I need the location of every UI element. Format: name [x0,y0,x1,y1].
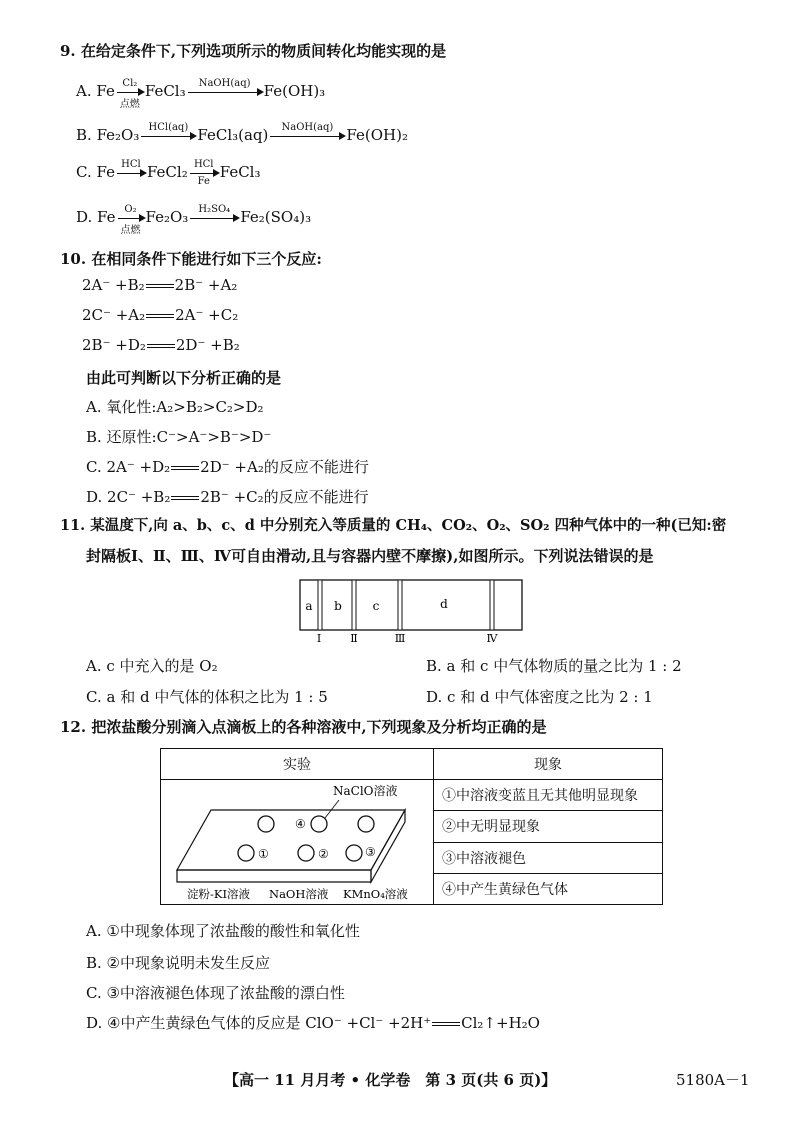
label-starch-ki: 淀粉-KI溶液 [187,887,251,901]
phenomenon-3: ③中溶液褪色 [434,842,663,873]
partition-4: Ⅳ [486,632,498,645]
q12-option-a: A. ①中现象体现了浓盐酸的酸性和氧化性 [86,922,360,940]
q9-option-d: D. Fe O₂ 点燃 Fe₂O₃ H₂SO₄ Fe₂(SO₄)₃ [76,203,312,236]
q12-stem: 12. 把浓盐酸分别滴入点滴板上的各种溶液中,下列现象及分析均正确的是 [60,718,547,736]
q10-reaction-2: 2C⁻ +A₂ 2A⁻ +C₂ [82,306,239,324]
phenomenon-4: ④中产生黄绿色气体 [434,873,663,904]
phenomenon-2: ②中无明显现象 [434,811,663,842]
page-footer: 【高一 11 月月考 • 化学卷 第 3 页(共 6 页)】 [224,1071,557,1089]
phenomenon-1: ①中溶液变蓝且无其他明显现象 [434,780,663,811]
q9-option-a: A. Fe Cl₂ 点燃 FeCl₃ NaOH(aq) Fe(OH)₃ [76,77,326,110]
spot-plate-figure [161,780,434,905]
q11-stem-line1: 11. 某温度下,向 a、b、c、d 中分别充入等质量的 CH₄、CO₂、O₂、SO₂ 四种气体中的一种(已知:密 [60,517,727,534]
partition-3: Ⅲ [394,632,406,645]
q10-option-a: A. 氧化性:A₂>B₂>C₂>D₂ [86,398,264,416]
label-3: ③ [365,845,376,859]
q11-option-a: A. c 中充入的是 O₂ [86,657,218,675]
col-phenomenon: 现象 [434,749,663,780]
q10-stem: 10. 在相同条件下能进行如下三个反应: [60,250,322,268]
q12-option-c: C. ③中溶液褪色体现了浓盐酸的漂白性 [86,984,345,1002]
q12-option-d: D. ④中产生黄绿色气体的反应是 ClO⁻ +Cl⁻ +2H⁺ Cl₂↑+H₂O [86,1014,540,1032]
container-diagram [296,574,526,646]
q9-option-b: B. Fe₂O₃ HCl(aq) FeCl₃(aq) NaOH(aq) Fe(OH)₂ [76,121,408,144]
q10-lead: 由此可判断以下分析正确的是 [86,369,282,387]
q10-reaction-3: 2B⁻ +D₂ 2D⁻ +B₂ [82,336,240,354]
label-4: ④ [295,817,306,831]
q11-option-c: C. a 和 d 中气体的体积之比为 1 : 5 [86,688,328,706]
col-experiment: 实验 [161,749,434,780]
label-2: ② [318,847,329,861]
label-naoh: NaOH溶液 [269,887,329,901]
q11-stem-line2: 封隔板Ⅰ、Ⅱ、Ⅲ、Ⅳ可自由滑动,且与容器内壁不摩擦),如图所示。下列说法错误的是 [86,547,654,565]
label-1: ① [258,847,269,861]
paper-code: 5180A－1 [676,1071,750,1089]
partition-1: Ⅰ [316,632,322,645]
partition-2: Ⅱ [350,632,358,645]
q9-option-c: C. Fe HCl FeCl₂ HCl Fe FeCl₃ [76,158,261,187]
cell-a: a [305,599,313,613]
q9-stem: 9. 在给定条件下,下列选项所示的物质间转化均能实现的是 [60,42,447,60]
q10-option-b: B. 还原性:C⁻>A⁻>B⁻>D⁻ [86,428,272,446]
label-kmno4: KMnO₄溶液 [343,887,408,901]
label-naclo: NaClO溶液 [333,784,398,798]
q10-option-d: D. 2C⁻ +B₂ 2B⁻ +C₂的反应不能进行 [86,488,369,506]
q11-option-b: B. a 和 c 中气体物质的量之比为 1 : 2 [426,657,682,675]
q10-reaction-1: 2A⁻ +B₂ 2B⁻ +A₂ [82,276,238,294]
q12-option-b: B. ②中现象说明未发生反应 [86,954,271,972]
cell-b: b [334,599,342,613]
q12-table [160,748,663,905]
cell-c: c [372,599,380,613]
q11-option-d: D. c 和 d 中气体密度之比为 2 : 1 [426,688,653,706]
cell-d: d [440,597,448,611]
q10-option-c: C. 2A⁻ +D₂ 2D⁻ +A₂的反应不能进行 [86,458,369,476]
